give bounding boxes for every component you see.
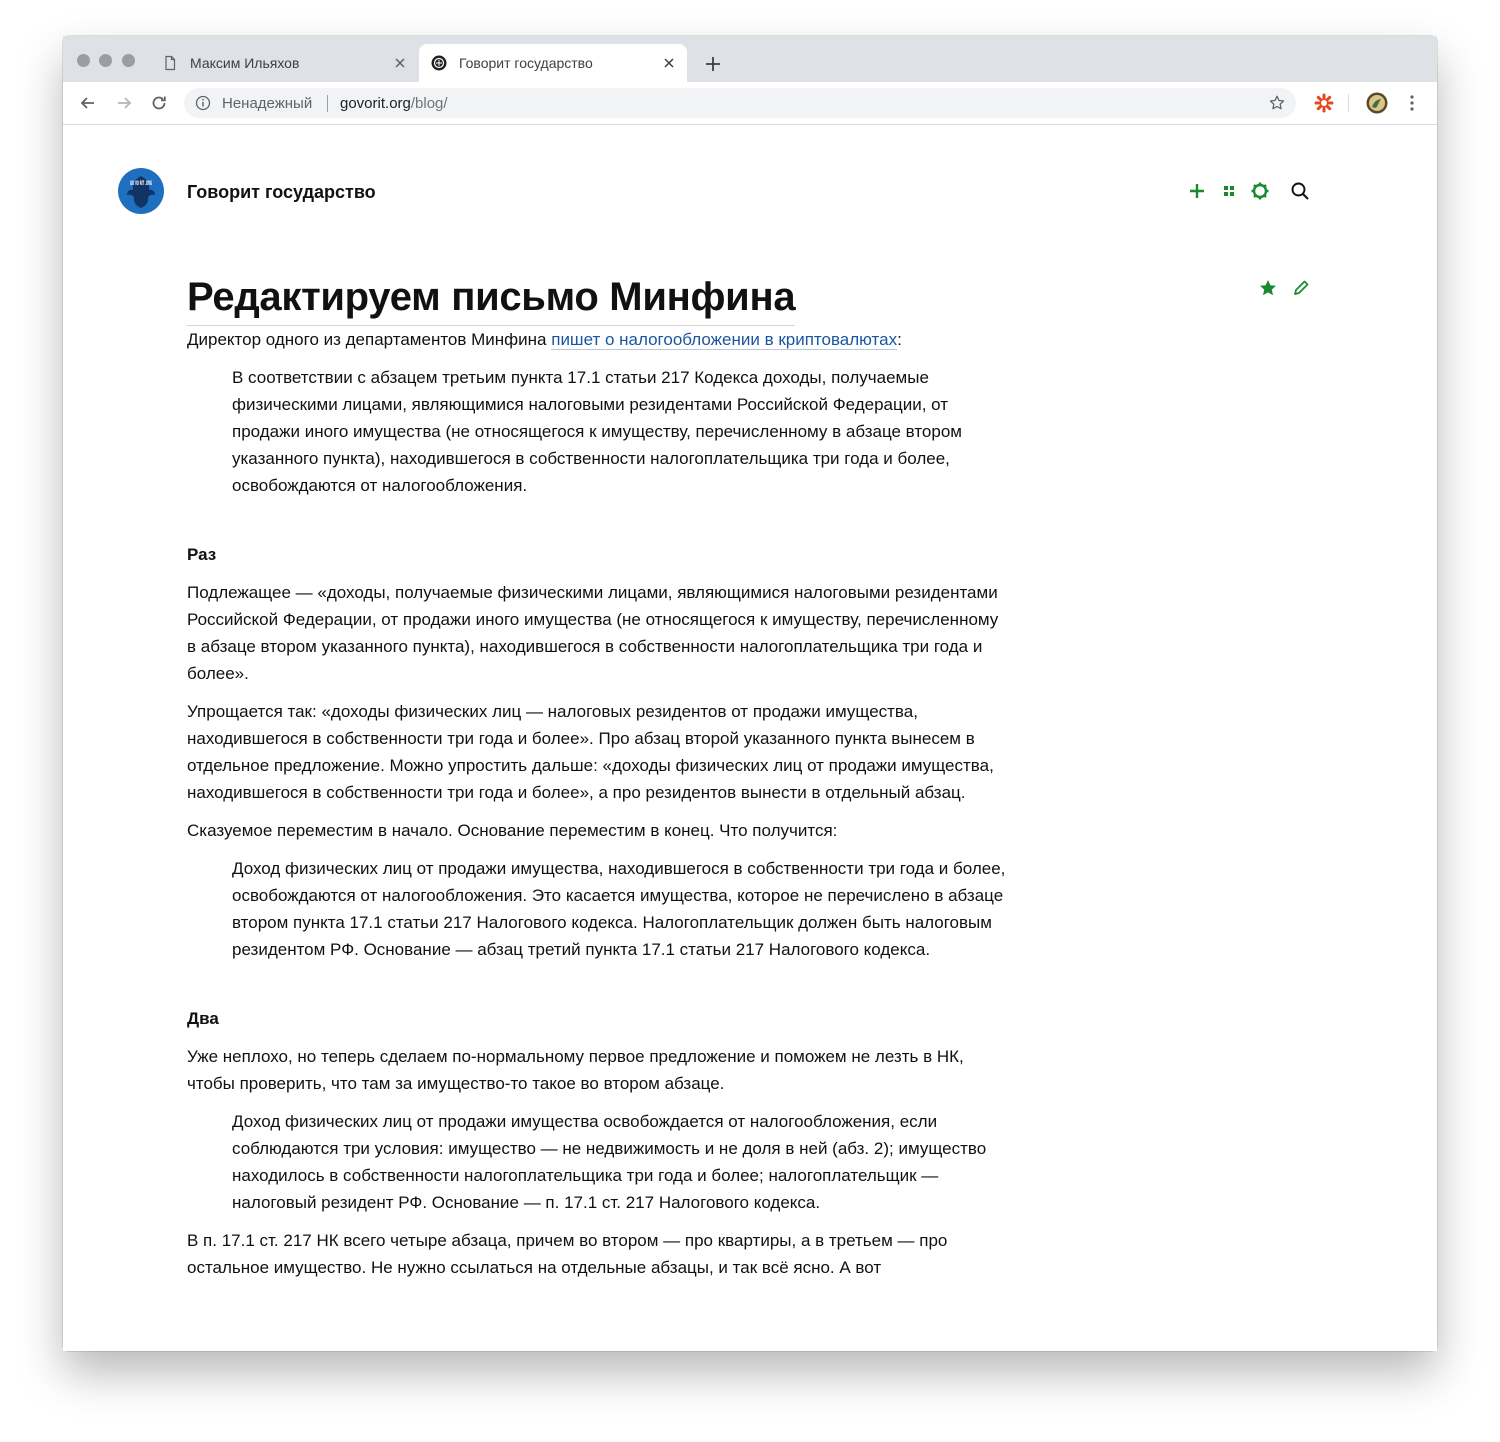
- omnibox-divider: [327, 95, 328, 112]
- paragraph: В п. 17.1 ст. 217 НК всего четыре абзаца, причем во втором — про квартиры, а в третьем — про остальное имущество. Не нужно ссылаться на отдельные абзацы, и так всё ясно. А вот: [187, 1231, 948, 1277]
- quote-original: В соответствии с абзацем третьим пункта 17.1 статьи 217 Кодекса доходы, получаемые физическими лицами, являющимися налоговыми резидентами Российской Федерации, от продажи иного имущества (не относящегося к имуществу, перечисленному в абзаце втором указанного пункта), находившегося в собственности налогоплательщика три года и более, освобождаются от налогообложения.: [232, 368, 962, 495]
- paragraph: Уже неплохо, но теперь сделаем по-нормальному первое предложение и поможем не лезть в НК, чтобы проверить, что там за имущество-то такое во втором абзаце.: [187, 1047, 964, 1093]
- site-name[interactable]: Говорит государство: [187, 182, 376, 202]
- bookmark-star-icon[interactable]: [1268, 94, 1286, 112]
- extension-icon[interactable]: [1313, 92, 1335, 114]
- browser-menu-icon[interactable]: [1401, 92, 1423, 114]
- info-icon[interactable]: [195, 95, 211, 111]
- page-content: [63, 125, 1437, 1351]
- minimize-window-button[interactable]: [99, 54, 112, 67]
- security-label: Ненадежный: [222, 95, 313, 112]
- browser-toolbar: [63, 82, 1437, 125]
- profile-avatar-icon[interactable]: [1366, 92, 1388, 114]
- quote-rewrite-2: Доход физических лиц от продажи имущества освобождается от налогообложения, если соблюдаются три условия: имущество — не недвижимость и не доля в ней (абз. 2); имущество находилось в собственности налогоплательщика три года и более; налогоплательщик — налоговый резидент РФ. Основание — п. 17.1 ст. 217 Налогового кодекса.: [232, 1112, 987, 1212]
- tab-2[interactable]: [419, 44, 687, 82]
- add-icon[interactable]: [1186, 180, 1208, 202]
- close-window-button[interactable]: [77, 54, 90, 67]
- zoom-window-button[interactable]: [122, 54, 135, 67]
- article: [187, 269, 1007, 1292]
- article-link[interactable]: пишет о налогообложении в криптовалютах: [551, 330, 898, 349]
- tab-title: Максим Ильяхов: [190, 55, 300, 71]
- article-lead: [187, 326, 1007, 353]
- url-host: govorit.org: [340, 95, 411, 112]
- tab-title: Говорит государство: [459, 55, 593, 71]
- article-title: Редактируем письмо Минфина: [187, 269, 795, 326]
- favorite-star-icon[interactable]: [1258, 278, 1278, 298]
- paragraph: Сказуемое переместим в начало. Основание переместим в конец. Что получится:: [187, 821, 838, 840]
- paragraph: Подлежащее — «доходы, получаемые физическими лицами, являющимися налоговыми резидентами Российской Федерации, от продажи иного имущества (не относящегося к имуществу, перечисленному в абзаце втором указанного пункта), находившегося в собственности налогоплательщика три года и более».: [187, 583, 999, 683]
- site-favicon-icon: [431, 55, 447, 71]
- forward-arrow-icon[interactable]: [114, 93, 134, 113]
- lead-text: Директор одного из департаментов Минфина: [187, 330, 552, 349]
- toolbar-separator: [1348, 94, 1349, 112]
- close-tab-icon[interactable]: [392, 55, 408, 71]
- address-bar[interactable]: [184, 88, 1296, 118]
- new-tab-icon[interactable]: [703, 54, 723, 74]
- url-path: /blog/: [410, 95, 448, 112]
- reload-icon[interactable]: [149, 93, 169, 113]
- tab-strip: [63, 36, 1437, 82]
- logo-lettering: GO VO RIT .ORG: [130, 179, 152, 187]
- quote-rewrite-1: Доход физических лиц от продажи имущества, находившегося в собственности три года и более, освобождаются от налогообложения. Это касается имущества, которое не перечислено в абзаце втором пункта 17.1 статьи 217 Налогового кодекса. Налогоплательщик должен быть налоговым резидентом РФ. Основание — абзац третий пункта 17.1 статьи 217 Налогового кодекса.: [232, 859, 1006, 959]
- site-logo[interactable]: [118, 168, 164, 214]
- settings-gear-icon[interactable]: [1249, 180, 1271, 202]
- section-heading-1: Раз: [187, 545, 217, 564]
- section-heading-2: Два: [187, 1009, 219, 1028]
- close-tab-icon[interactable]: [661, 55, 677, 71]
- tab-1[interactable]: [150, 44, 418, 82]
- browser-window: [63, 36, 1437, 1351]
- lead-colon: :: [897, 330, 902, 349]
- edit-pencil-icon[interactable]: [1291, 278, 1311, 298]
- search-icon[interactable]: [1289, 180, 1311, 202]
- back-arrow-icon[interactable]: [78, 93, 98, 113]
- document-icon: [162, 55, 178, 71]
- grid-icon[interactable]: [1218, 180, 1240, 202]
- url-text[interactable]: [340, 95, 448, 112]
- paragraph: Упрощается так: «доходы физических лиц — налоговых резидентов от продажи имущества, находившегося в собственности три года и более». Про абзац второй указанного пункта вынесем в отдельное предложение. Можно упростить дальше: «доходы физических лиц от продажи имущества, находившегося в собственности три года и более», а про резидентов вынести в отдельный абзац.: [187, 702, 994, 802]
